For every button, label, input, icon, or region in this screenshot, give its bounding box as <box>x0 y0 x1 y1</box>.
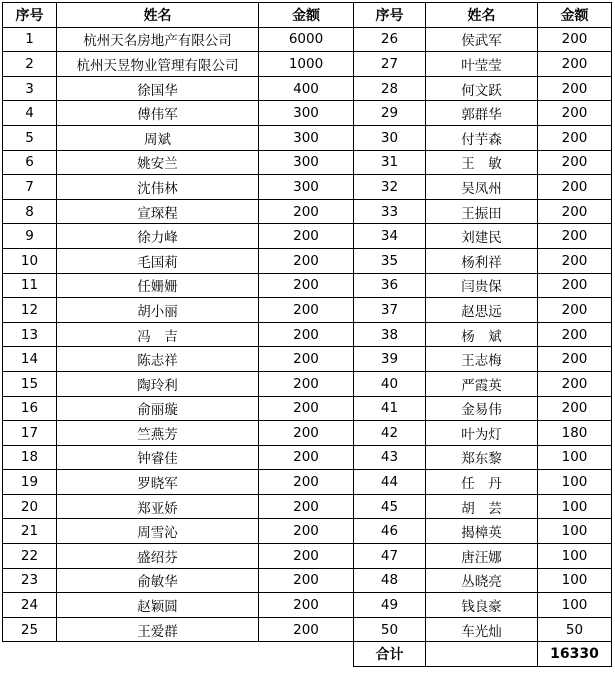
header-amount-left: 金额 <box>259 3 354 28</box>
cell-name: 任姗姗 <box>57 273 259 298</box>
cell-name: 刘建民 <box>426 224 538 249</box>
table-row <box>3 519 612 544</box>
cell-amount: 200 <box>538 224 612 249</box>
table-row <box>3 224 612 249</box>
cell-seq: 34 <box>354 224 426 249</box>
cell-seq: 14 <box>3 347 57 372</box>
cell-amount: 1000 <box>259 52 354 77</box>
cell-seq: 38 <box>354 322 426 347</box>
cell-amount: 6000 <box>259 27 354 52</box>
cell-amount: 200 <box>538 371 612 396</box>
cell-amount: 200 <box>259 519 354 544</box>
cell-amount: 100 <box>538 519 612 544</box>
header-name-left: 姓名 <box>57 3 259 28</box>
cell-seq: 11 <box>3 273 57 298</box>
header-seq-left: 序号 <box>3 3 57 28</box>
cell-name: 俞敏华 <box>57 568 259 593</box>
cell-amount: 200 <box>259 248 354 273</box>
cell-amount: 200 <box>259 273 354 298</box>
cell-seq: 3 <box>3 76 57 101</box>
cell-amount: 100 <box>538 470 612 495</box>
table-row <box>3 273 612 298</box>
cell-amount: 200 <box>259 593 354 618</box>
cell-seq: 4 <box>3 101 57 126</box>
total-name-empty <box>426 642 538 667</box>
cell-name: 赵颖圆 <box>57 593 259 618</box>
cell-amount: 200 <box>538 199 612 224</box>
cell-amount: 200 <box>538 273 612 298</box>
cell-seq: 46 <box>354 519 426 544</box>
cell-name: 钟睿佳 <box>57 445 259 470</box>
cell-seq: 19 <box>3 470 57 495</box>
cell-name: 钱良豪 <box>426 593 538 618</box>
table-row <box>3 298 612 323</box>
cell-name: 吴凤州 <box>426 175 538 200</box>
donation-table <box>2 2 612 667</box>
table-row <box>3 175 612 200</box>
cell-name: 竺燕芳 <box>57 421 259 446</box>
cell-amount: 300 <box>259 125 354 150</box>
cell-seq: 43 <box>354 445 426 470</box>
cell-seq: 27 <box>354 52 426 77</box>
cell-seq: 29 <box>354 101 426 126</box>
cell-amount: 200 <box>259 494 354 519</box>
cell-amount: 200 <box>259 298 354 323</box>
cell-seq: 45 <box>354 494 426 519</box>
cell-amount: 200 <box>259 445 354 470</box>
cell-seq: 18 <box>3 445 57 470</box>
cell-name: 罗晓军 <box>57 470 259 495</box>
cell-name: 胡小丽 <box>57 298 259 323</box>
cell-amount: 200 <box>538 76 612 101</box>
table-row <box>3 421 612 446</box>
cell-name: 郭群华 <box>426 101 538 126</box>
cell-amount: 200 <box>259 617 354 642</box>
table-row <box>3 396 612 421</box>
cell-amount: 100 <box>538 445 612 470</box>
header-name-right: 姓名 <box>426 3 538 28</box>
cell-amount: 200 <box>538 175 612 200</box>
cell-name: 闫贵保 <box>426 273 538 298</box>
table-row <box>3 470 612 495</box>
cell-seq: 25 <box>3 617 57 642</box>
table-row <box>3 52 612 77</box>
table-row <box>3 101 612 126</box>
cell-seq: 24 <box>3 593 57 618</box>
header-seq-right: 序号 <box>354 3 426 28</box>
cell-amount: 200 <box>259 544 354 569</box>
cell-seq: 48 <box>354 568 426 593</box>
table-body <box>3 3 612 667</box>
cell-seq: 16 <box>3 396 57 421</box>
cell-name: 侯武军 <box>426 27 538 52</box>
cell-amount: 200 <box>538 298 612 323</box>
cell-name: 盛绍芬 <box>57 544 259 569</box>
cell-name: 俞丽璇 <box>57 396 259 421</box>
cell-amount: 200 <box>259 371 354 396</box>
table-row <box>3 322 612 347</box>
cell-amount: 200 <box>538 52 612 77</box>
cell-seq: 7 <box>3 175 57 200</box>
total-row-spacer <box>3 642 354 667</box>
cell-seq: 50 <box>354 617 426 642</box>
cell-amount: 200 <box>259 199 354 224</box>
cell-name: 付芋森 <box>426 125 538 150</box>
cell-name: 王振田 <box>426 199 538 224</box>
cell-amount: 100 <box>538 544 612 569</box>
cell-name: 毛国莉 <box>57 248 259 273</box>
cell-name: 杭州天名房地产有限公司 <box>57 27 259 52</box>
cell-name: 揭樟英 <box>426 519 538 544</box>
cell-name: 金易伟 <box>426 396 538 421</box>
table-row <box>3 347 612 372</box>
cell-seq: 39 <box>354 347 426 372</box>
cell-amount: 300 <box>259 101 354 126</box>
cell-name: 傅伟军 <box>57 101 259 126</box>
cell-seq: 42 <box>354 421 426 446</box>
cell-amount: 400 <box>259 76 354 101</box>
table-row <box>3 568 612 593</box>
cell-seq: 12 <box>3 298 57 323</box>
cell-name: 冯 吉 <box>57 322 259 347</box>
table-row <box>3 371 612 396</box>
cell-amount: 200 <box>259 396 354 421</box>
table-row <box>3 150 612 175</box>
cell-name: 杨利祥 <box>426 248 538 273</box>
cell-amount: 100 <box>538 593 612 618</box>
cell-seq: 49 <box>354 593 426 618</box>
cell-amount: 200 <box>259 224 354 249</box>
cell-name: 严霞英 <box>426 371 538 396</box>
cell-seq: 35 <box>354 248 426 273</box>
cell-seq: 9 <box>3 224 57 249</box>
cell-amount: 100 <box>538 494 612 519</box>
cell-name: 杭州天昱物业管理有限公司 <box>57 52 259 77</box>
cell-name: 叶为灯 <box>426 421 538 446</box>
cell-name: 赵思远 <box>426 298 538 323</box>
cell-amount: 300 <box>259 150 354 175</box>
cell-seq: 21 <box>3 519 57 544</box>
header-row <box>3 3 612 28</box>
cell-name: 周雪沁 <box>57 519 259 544</box>
cell-name: 王爱群 <box>57 617 259 642</box>
cell-name: 周斌 <box>57 125 259 150</box>
cell-name: 郑亚娇 <box>57 494 259 519</box>
cell-name: 何文跃 <box>426 76 538 101</box>
table-row <box>3 248 612 273</box>
cell-seq: 17 <box>3 421 57 446</box>
cell-seq: 37 <box>354 298 426 323</box>
cell-amount: 200 <box>259 470 354 495</box>
table-row <box>3 76 612 101</box>
cell-seq: 30 <box>354 125 426 150</box>
cell-amount: 200 <box>538 347 612 372</box>
cell-seq: 41 <box>354 396 426 421</box>
cell-amount: 200 <box>538 101 612 126</box>
total-row <box>3 642 612 667</box>
table-row <box>3 27 612 52</box>
cell-seq: 26 <box>354 27 426 52</box>
table-row <box>3 125 612 150</box>
table-row <box>3 593 612 618</box>
cell-amount: 200 <box>538 396 612 421</box>
cell-amount: 100 <box>538 568 612 593</box>
cell-amount: 180 <box>538 421 612 446</box>
cell-seq: 15 <box>3 371 57 396</box>
cell-name: 车光灿 <box>426 617 538 642</box>
cell-seq: 31 <box>354 150 426 175</box>
cell-seq: 28 <box>354 76 426 101</box>
cell-amount: 200 <box>259 421 354 446</box>
cell-amount: 200 <box>259 322 354 347</box>
total-value: 16330 <box>538 642 612 667</box>
cell-seq: 36 <box>354 273 426 298</box>
cell-seq: 10 <box>3 248 57 273</box>
cell-seq: 23 <box>3 568 57 593</box>
cell-amount: 200 <box>538 27 612 52</box>
cell-seq: 20 <box>3 494 57 519</box>
header-amount-right: 金额 <box>538 3 612 28</box>
table-row <box>3 494 612 519</box>
cell-amount: 50 <box>538 617 612 642</box>
cell-name: 王 敏 <box>426 150 538 175</box>
cell-seq: 33 <box>354 199 426 224</box>
cell-seq: 2 <box>3 52 57 77</box>
cell-seq: 32 <box>354 175 426 200</box>
cell-name: 姚安兰 <box>57 150 259 175</box>
table-row <box>3 445 612 470</box>
cell-name: 陈志祥 <box>57 347 259 372</box>
cell-name: 陶玲利 <box>57 371 259 396</box>
cell-amount: 200 <box>259 347 354 372</box>
cell-amount: 200 <box>538 150 612 175</box>
cell-seq: 5 <box>3 125 57 150</box>
cell-name: 徐力峰 <box>57 224 259 249</box>
cell-name: 宣琛程 <box>57 199 259 224</box>
cell-seq: 13 <box>3 322 57 347</box>
cell-seq: 8 <box>3 199 57 224</box>
cell-seq: 6 <box>3 150 57 175</box>
cell-name: 徐国华 <box>57 76 259 101</box>
cell-name: 唐汪娜 <box>426 544 538 569</box>
cell-name: 杨 斌 <box>426 322 538 347</box>
cell-amount: 300 <box>259 175 354 200</box>
cell-name: 郑东黎 <box>426 445 538 470</box>
cell-amount: 200 <box>538 248 612 273</box>
cell-seq: 44 <box>354 470 426 495</box>
cell-amount: 200 <box>259 568 354 593</box>
cell-seq: 22 <box>3 544 57 569</box>
cell-name: 丛晓亮 <box>426 568 538 593</box>
cell-name: 胡 芸 <box>426 494 538 519</box>
cell-seq: 40 <box>354 371 426 396</box>
cell-name: 王志梅 <box>426 347 538 372</box>
cell-name: 叶莹莹 <box>426 52 538 77</box>
table-row <box>3 199 612 224</box>
cell-name: 任 丹 <box>426 470 538 495</box>
cell-seq: 1 <box>3 27 57 52</box>
cell-amount: 200 <box>538 322 612 347</box>
cell-amount: 200 <box>538 125 612 150</box>
cell-seq: 47 <box>354 544 426 569</box>
total-label: 合计 <box>354 642 426 667</box>
cell-name: 沈伟林 <box>57 175 259 200</box>
table-row <box>3 617 612 642</box>
table-row <box>3 544 612 569</box>
